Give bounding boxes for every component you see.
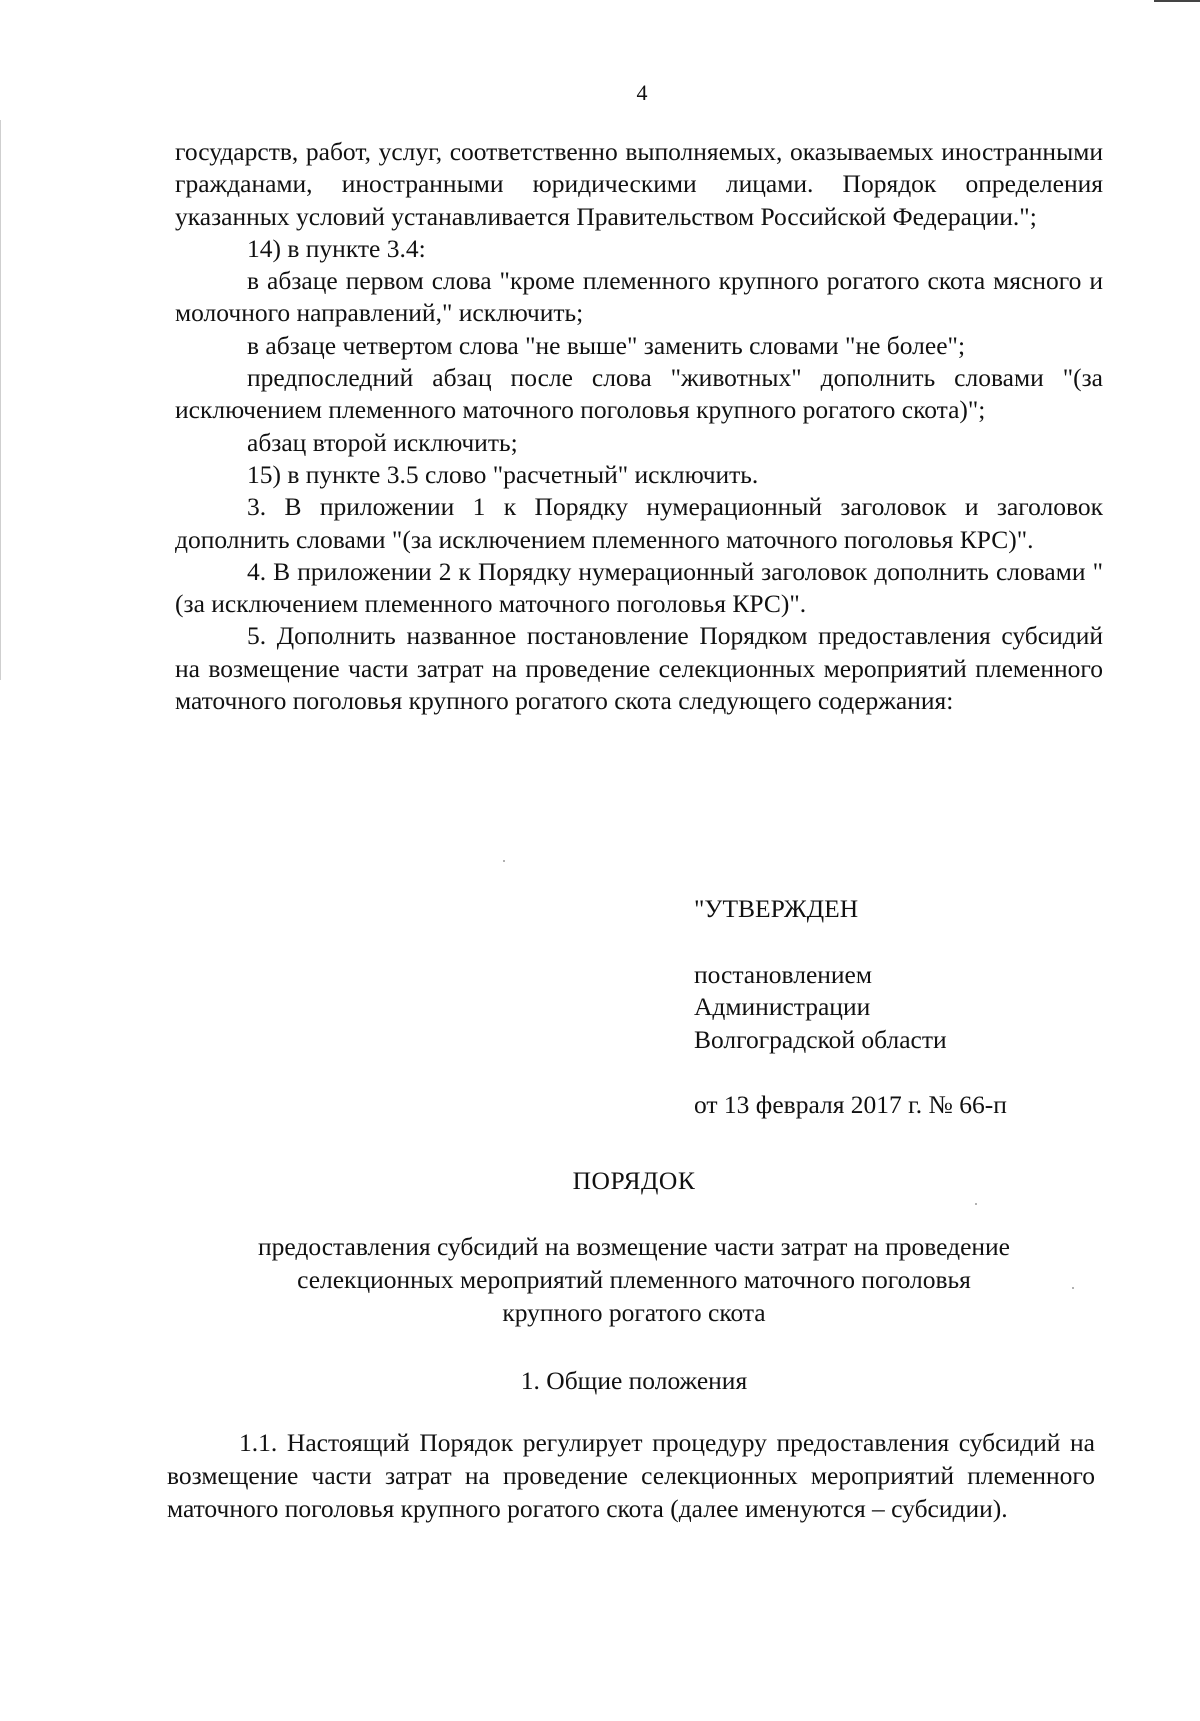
section-heading: 1. Общие положения <box>520 1366 748 1395</box>
paragraph-penultimate-abzac: предпоследний абзац после слова "животных" дополнить словами "(за исключением племенного маточного поголовья крупного рогатого скота)"; <box>175 363 1103 425</box>
paragraph-point-5: 5. Дополнить названное постановление Порядком предоставления субсидий на возмещение части затрат на проведение селекционных мероприятий племенного маточного поголовья крупного рогатого скота следующего содержания: <box>175 621 1103 716</box>
document-subtitle <box>0 1230 1200 1329</box>
scan-speck <box>975 1203 977 1205</box>
paragraph-second-abzac: абзац второй исключить; <box>247 427 518 457</box>
paragraph-point-4: 4. В приложении 2 к Порядку нумерационный заголовок дополнить словами "(за исключением племенного маточного поголовья КРС)". <box>175 556 1103 619</box>
approval-line-administration: Администрации <box>694 992 871 1021</box>
approval-line-region: Волгоградской области <box>694 1024 947 1054</box>
section-text <box>167 1426 1095 1525</box>
subtitle-line: селекционных мероприятий племенного маточного поголовья <box>297 1265 971 1294</box>
paragraph-fourth-abzac: в абзаце четвертом слова "не выше" заменить словами "не более"; <box>247 330 966 360</box>
paragraph-1-1: 1.1. Настоящий Порядок регулирует процедуру предоставления субсидий на возмещение части затрат на проведение селекционных мероприятий племенного маточного поголовья крупного рогатого скота (далее именуются – субсидии). <box>167 1428 1095 1523</box>
subtitle-line: предоставления субсидий на возмещение части затрат на проведение <box>257 1232 1010 1261</box>
paragraph-point-3: 3. В приложении 1 к Порядку нумерационный заголовок и заголовок дополнить словами "(за исключением племенного маточного поголовья КРС)". <box>175 492 1103 554</box>
paragraph-first-abzac: в абзаце первом слова "кроме племенного крупного рогатого скота мясного и молочного направлений," исключить; <box>175 266 1103 328</box>
approval-date: от 13 февраля 2017 г. № 66-п <box>694 1090 1007 1119</box>
scan-edge-mark <box>1154 0 1200 2</box>
approval-block <box>694 893 1007 1122</box>
scan-speck <box>503 860 505 862</box>
subtitle-line: крупного рогатого скота <box>502 1298 766 1327</box>
page-number: 4 <box>636 80 648 105</box>
scan-speck <box>1072 1287 1074 1289</box>
paragraph-item-14: 14) в пункте 3.4: <box>247 233 426 263</box>
amendments-text <box>175 136 1103 717</box>
paragraph-continuation: государств, работ, услуг, соответственно выполняемых, оказываемых иностранными гражданами, иностранными юридическими лицами. Порядок определения указанных условий устанавливается Правительством Российской Федерации."; <box>175 137 1103 231</box>
approval-heading: "УТВЕРЖДЕН <box>694 894 859 923</box>
paragraph-item-15: 15) в пункте 3.5 слово "расчетный" исключить. <box>247 459 759 489</box>
document-title: ПОРЯДОК <box>572 1166 696 1195</box>
approval-line-decree: постановлением <box>694 959 873 989</box>
scan-edge-shadow <box>0 120 1 680</box>
